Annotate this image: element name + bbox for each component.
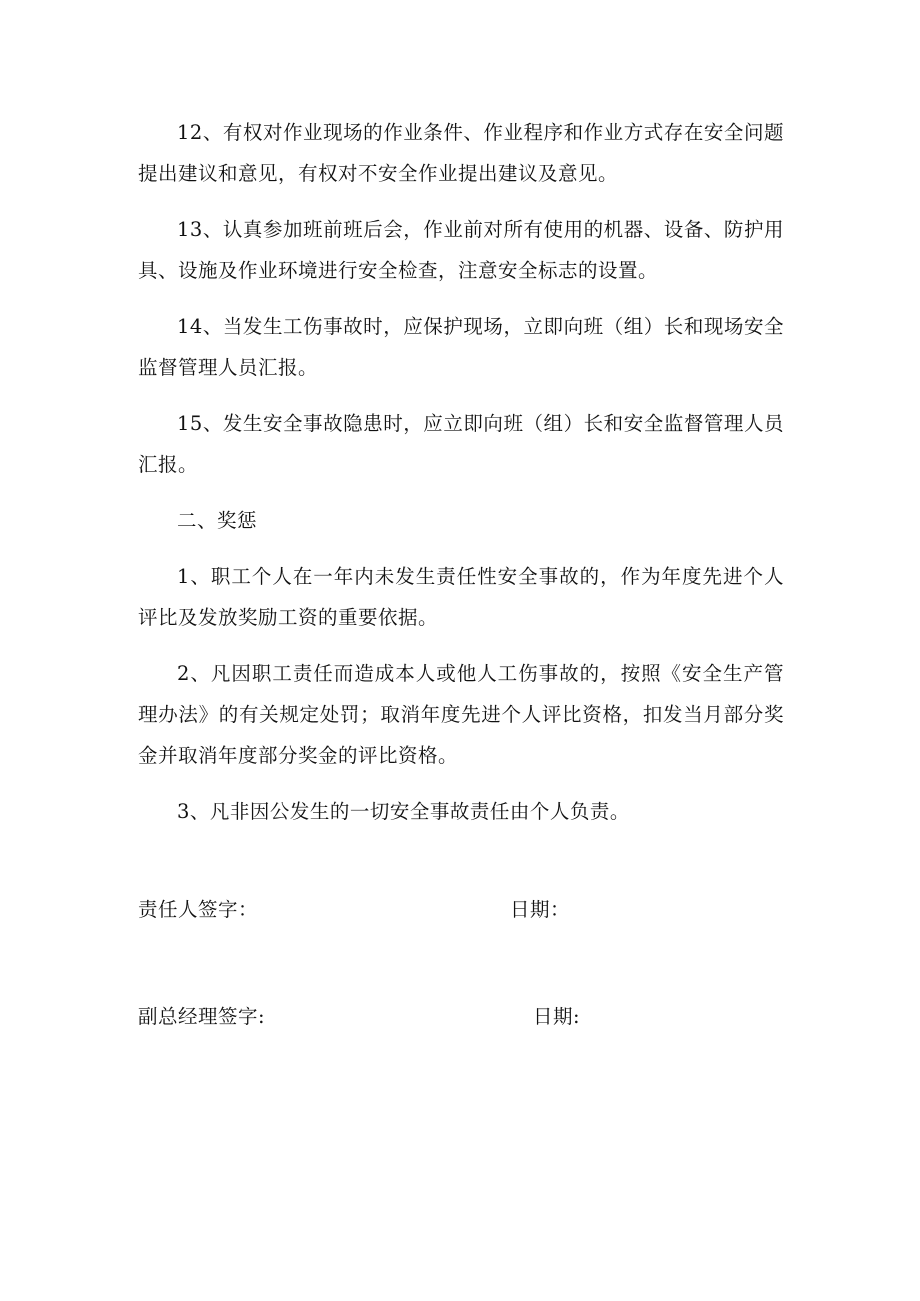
deputy-signature-row	[138, 997, 784, 1037]
responsible-date-label: 日期：	[510, 898, 571, 921]
reward-clause-3: 3、凡非因公发生的一切安全事故责任由个人负责。	[177, 800, 630, 823]
reward-clause-2: 2、凡因职工责任而造成本人或他人工伤事故的，按照《安全生产管理办法》的有关规定处罚；取消年度先进个人评比资格，扣发当月部分奖金并取消年度部分奖金的评比资格。	[138, 662, 784, 767]
deputy-date-label: 日期:	[533, 1005, 581, 1028]
reward-clause-1: 1、职工个人在一年内未发生责任性安全事故的，作为年度先进个人评比及发放奖励工资的重要依据。	[138, 565, 784, 629]
document-body	[138, 112, 784, 847]
clause-14: 14、当发生工伤事故时，应保护现场，立即向班（组）长和现场安全监督管理人员汇报。	[138, 315, 784, 379]
clause-13: 13、认真参加班前班后会，作业前对所有使用的机器、设备、防护用具、设施及作业环境进行安全检查，注意安全标志的设置。	[138, 218, 784, 282]
section-heading-rewards: 二、奖惩	[177, 509, 258, 532]
deputy-signature-label: 副总经理签字:	[138, 1005, 266, 1028]
clause-15: 15、发生安全事故隐患时，应立即向班（组）长和安全监督管理人员汇报。	[138, 412, 784, 476]
responsible-signature-label: 责任人签字：	[138, 898, 259, 921]
responsible-signature-row	[138, 890, 784, 930]
clause-12: 12、有权对作业现场的作业条件、作业程序和作业方式存在安全问题提出建议和意见，有权对不安全作业提出建议及意见。	[138, 121, 784, 185]
